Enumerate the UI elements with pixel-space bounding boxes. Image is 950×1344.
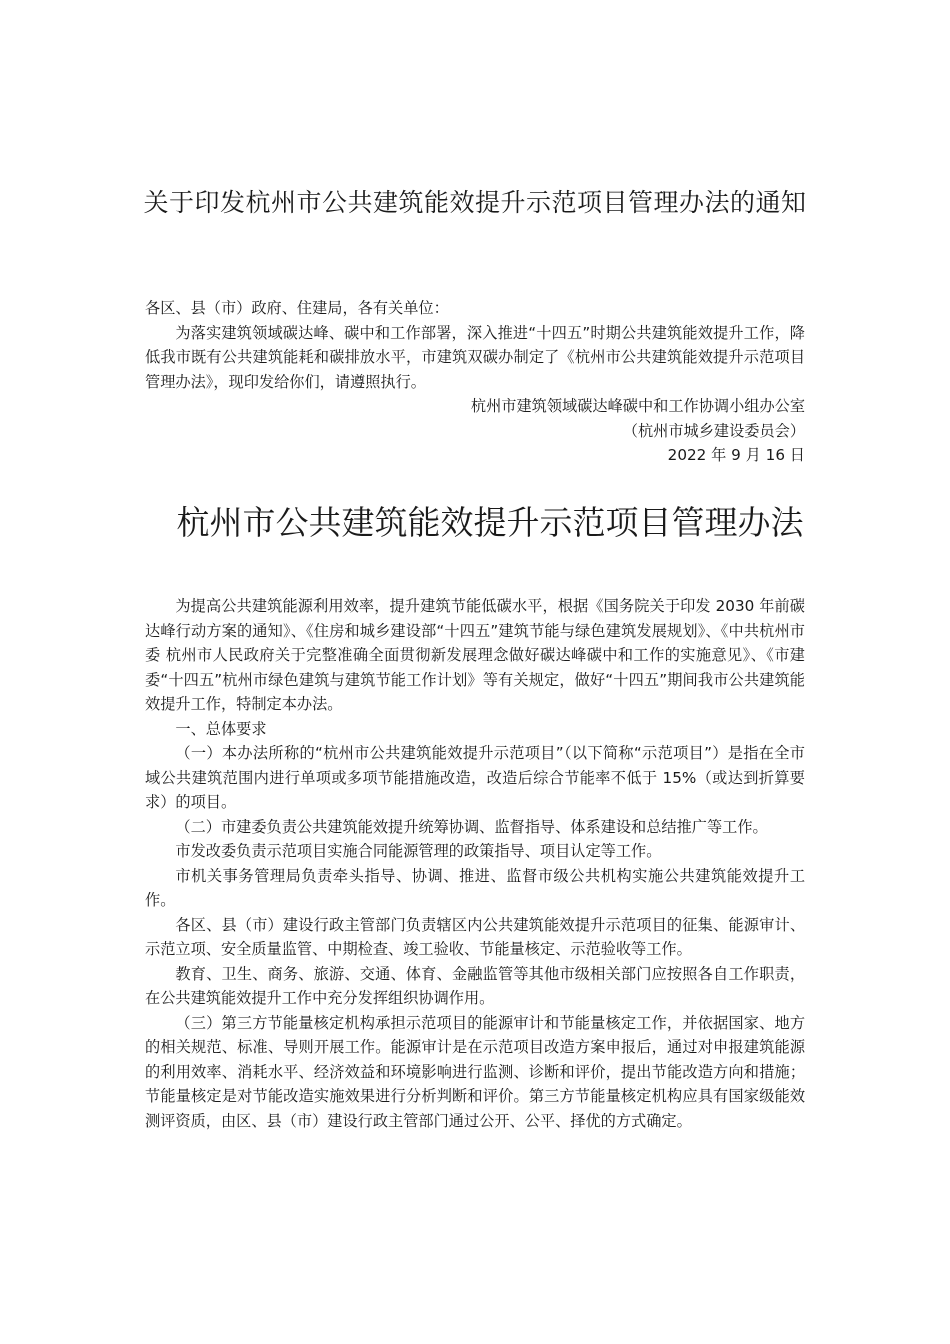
document-paragraph: 市发改委负责示范项目实施合同能源管理的政策指导、项目认定等工作。 bbox=[175, 842, 662, 860]
notice-salutation: 各区、县（市）政府、住建局，各有关单位： bbox=[145, 299, 449, 317]
notice-title: 关于印发杭州市公共建筑能效提升示范项目管理办法的通知 bbox=[143, 188, 807, 217]
document-paragraph: 市机关事务管理局负责牵头指导、协调、推进、监督市级公共机构实施公共建筑能效提升工作。 bbox=[145, 866, 805, 909]
notice-date: 2022 年 9 月 16 日 bbox=[667, 446, 805, 464]
document-title: 杭州市公共建筑能效提升示范项目管理办法 bbox=[176, 503, 804, 542]
notice-body bbox=[145, 296, 805, 468]
section-heading: 一、总体要求 bbox=[175, 719, 267, 738]
document-paragraph: 各区、县（市）建设行政主管部门负责辖区内公共建筑能效提升示范项目的征集、能源审计、示范立项、安全质量监管、中期检查、竣工验收、节能量核定、示范验收等工作。 bbox=[145, 915, 805, 958]
notice-paragraph: 为落实建筑领域碳达峰、碳中和工作部署，深入推进“十四五”时期公共建筑能效提升工作，降低我市既有公共建筑能耗和碳排放水平，市建筑双碳办制定了《杭州市公共建筑能效提升示范项目管理办法》，现印发给你们，请遵照执行。 bbox=[145, 323, 805, 391]
document-paragraph: （二）市建委负责公共建筑能效提升统筹协调、监督指导、体系建设和总结推广等工作。 bbox=[175, 817, 768, 836]
document-paragraph: 教育、卫生、商务、旅游、交通、体育、金融监管等其他市级相关部门应按照各自工作职责，在公共建筑能效提升工作中充分发挥组织协调作用。 bbox=[145, 964, 805, 1007]
document-paragraph: （三）第三方节能量核定机构承担示范项目的能源审计和节能量核定工作，并依据国家、地方的相关规范、标准、导则开展工作。能源审计是在示范项目改造方案申报后，通过对申报建筑能源的利用效率、消耗水平、经济效益和环境影响进行监测、诊断和评价，提出节能改造方向和措施；节能量核定是对节能改造实施效果进行分析判断和评价。第三方节能量核定机构应具有国家级能效测评资质，由区、县（市）建设行政主管部门通过公开、公平、择优的方式确定。 bbox=[145, 1013, 805, 1130]
document-paragraph: 为提高公共建筑能源利用效率，提升建筑节能低碳水平，根据《国务院关于印发 2030 年前碳达峰行动方案的通知》、《住房和城乡建设部“十四五”建筑节能与绿色建筑发展规划》、《中共杭州市委 杭州市人民政府关于完整准确全面贯彻新发展理念做好碳达峰碳中和工作的实施意见》、《市建委“十四五”杭州市绿色建筑与建筑节能工作计划》等有关规定，做好“十四五”期间我市公共建筑能效提升工作，特制定本办法。 bbox=[145, 597, 805, 713]
document-body bbox=[145, 594, 805, 1133]
notice-issuer: 杭州市建筑领域碳达峰碳中和工作协调小组办公室 bbox=[470, 397, 805, 415]
document-paragraph: （一）本办法所称的“杭州市公共建筑能效提升示范项目”（以下简称“示范项目”）是指在全市域公共建筑范围内进行单项或多项节能措施改造，改造后综合节能率不低于 15%（或达到折算要求）的项目。 bbox=[145, 744, 805, 811]
notice-issuer-sub: （杭州市城乡建设委员会） bbox=[622, 421, 805, 440]
